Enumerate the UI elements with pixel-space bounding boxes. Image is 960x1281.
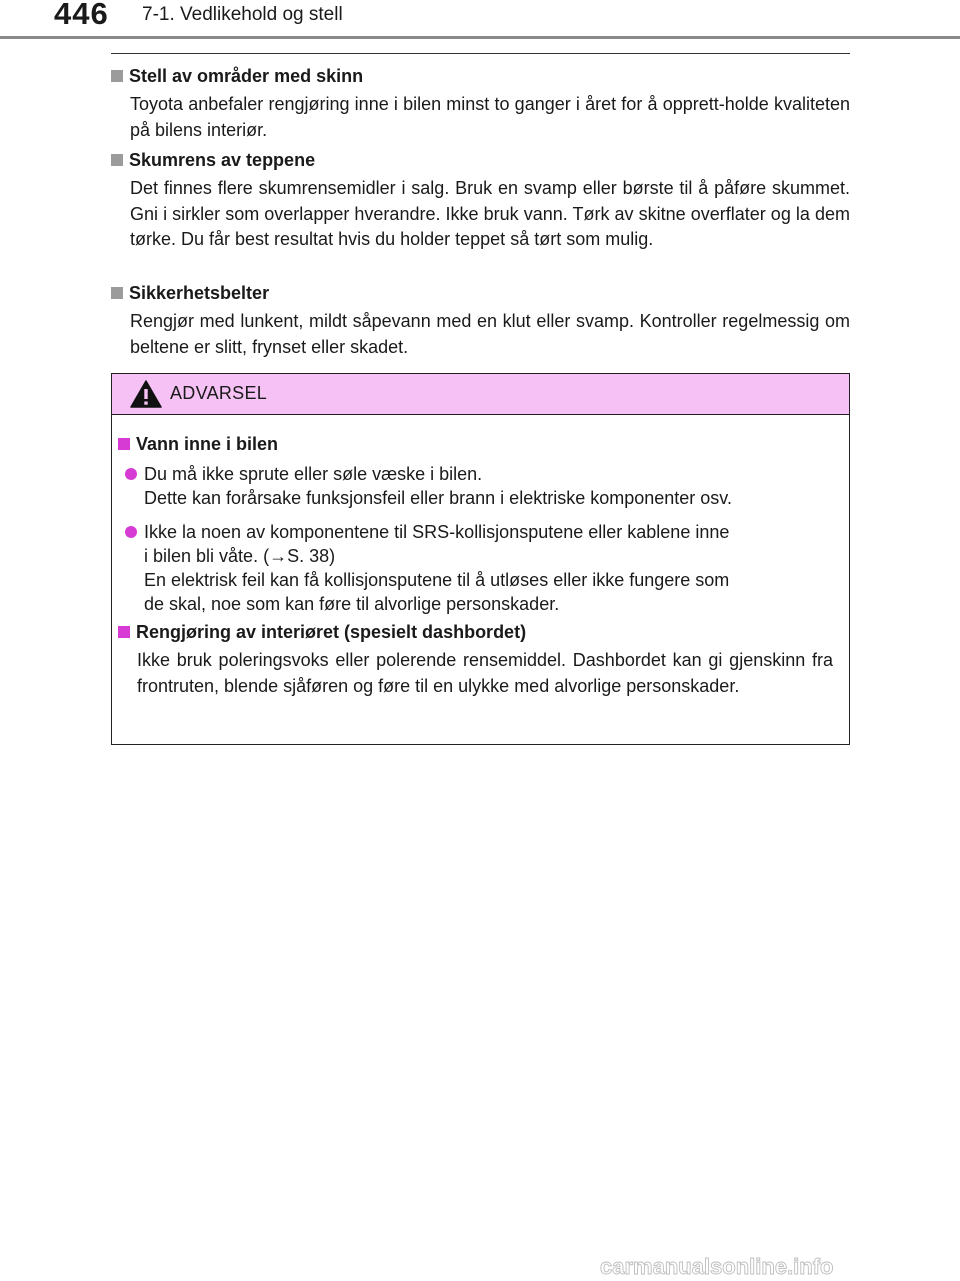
square-bullet-icon (111, 287, 123, 299)
bullet-text-part: i bilen bli våte. ( (144, 546, 270, 566)
bullet-text: Du må ikke sprute eller søle væske i bilen. (144, 464, 483, 484)
warning-box (111, 373, 850, 745)
section-heading (111, 148, 850, 172)
chapter-title: 7-1. Vedlikehold og stell (142, 4, 343, 25)
section-heading (111, 64, 850, 88)
section-heading (111, 281, 850, 305)
section-body: Toyota anbefaler rengjøring inne i bilen minst to ganger i året for å opprett-holde kvaliteten på bilens interiør. (130, 94, 850, 140)
content-rule (111, 53, 850, 54)
section-body: Rengjør med lunkent, mildt såpevann med en klut eller svamp. Kontroller regelmessig om beltene er slitt, frynset eller skadet. (130, 311, 850, 357)
section-heading-text: Skumrens av teppene (129, 150, 316, 170)
square-bullet-icon (111, 70, 123, 82)
section-heading-text: Stell av områder med skinn (129, 66, 364, 86)
bullet-text: de skal, noe som kan føre til alvorlige personskader. (144, 594, 560, 614)
circle-bullet-icon (125, 468, 137, 480)
warning-heading-text: Vann inne i bilen (136, 434, 279, 454)
square-bullet-icon (111, 154, 123, 166)
header-rule (0, 36, 960, 39)
section-seatbelts (111, 281, 850, 360)
warning-body: Ikke bruk poleringsvoks eller polerende rensemiddel. Dashbordet kan gi gjenskinn fra frontruten, blende sjåføren og føre til en ulykke med alvorlige personskader. (137, 650, 833, 696)
bullet-text: Dette kan forårsake funksjonsfeil eller brann i elektriske komponenter osv. (144, 488, 732, 508)
list-item (125, 462, 841, 510)
warning-header (112, 374, 849, 415)
list-item (125, 520, 841, 616)
square-bullet-icon (118, 438, 130, 450)
section-carpet (111, 148, 850, 253)
circle-bullet-icon (125, 526, 137, 538)
section-leather (111, 64, 850, 143)
page-number: 446 (54, 0, 109, 31)
arrow-right-icon: → (269, 546, 288, 566)
warning-section-interior (112, 620, 849, 699)
section-body: Det finnes flere skumrensemidler i salg. Bruk en svamp eller børste til å påføre skummet. Gni i sirkler som overlapper hverandre. Ikke bruk vann. Tørk av skitne overflater og la dem tørke. Du får best resultat hvis du holder teppet så tørt som mulig. (130, 178, 850, 249)
warning-heading-text: Rengjøring av interiøret (spesielt dashbordet) (136, 622, 527, 642)
warning-section-water (112, 432, 849, 616)
bullet-text (144, 544, 729, 568)
watermark-text: carmanualsonline.info (600, 1254, 834, 1279)
page-reference-link[interactable]: S. 38) (287, 546, 336, 566)
square-bullet-icon (118, 626, 130, 638)
site-watermark (598, 1253, 960, 1281)
warning-triangle-icon (130, 379, 162, 409)
warning-section-heading (118, 432, 849, 456)
bullet-text: En elektrisk feil kan få kollisjonsputene til å utløses eller ikke fungere som (144, 570, 730, 590)
bullet-text: Ikke la noen av komponentene til SRS-kollisjonsputene eller kablene inne (144, 522, 730, 542)
warning-section-heading (118, 620, 849, 644)
warning-title: ADVARSEL (170, 383, 268, 403)
section-heading-text: Sikkerhetsbelter (129, 283, 270, 303)
page-header (0, 0, 960, 36)
